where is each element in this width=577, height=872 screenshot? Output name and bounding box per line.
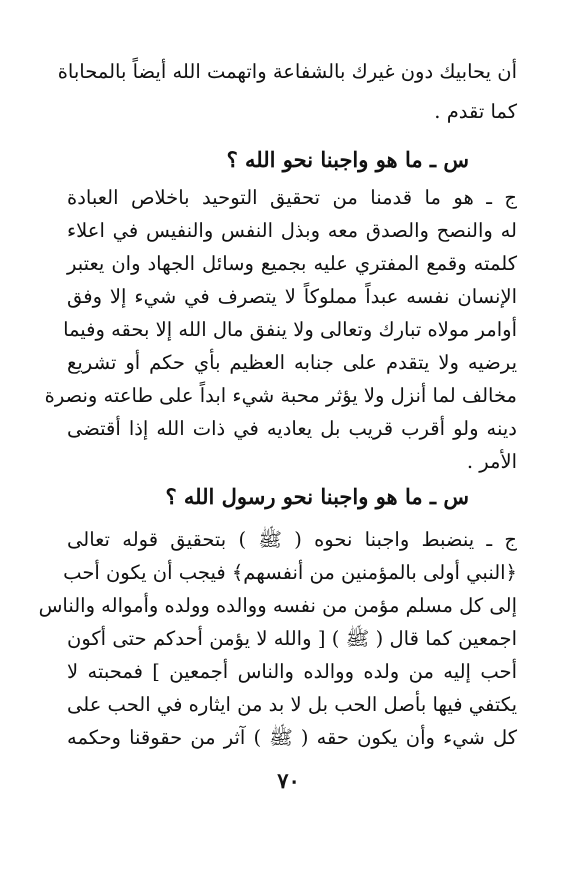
body-text-line: مخالف لما أنزل ولا يؤثر محبة شيء ابداً على طاعته ونصرة <box>44 384 517 407</box>
body-text-line: الأمر . <box>466 450 517 473</box>
body-text-line: ﴿النبي أولى بالمؤمنين من أنفسهم﴾ فيجب أن يكون أحب <box>63 561 517 584</box>
body-text-line: ج ـ ينضبط واجبنا نحوه ( ﷺ ) بتحقيق قوله تعالى <box>67 528 517 551</box>
body-text-line: كلمته وقمع المفتري عليه بجميع وسائل الجهاد وان يعتبر <box>67 252 517 275</box>
body-text-line: دينه ولو أقرب قريب بل يعاديه في ذات الله إذا أقتضى <box>67 417 517 440</box>
section-heading-messenger: س ـ ما هو واجبنا نحو رسول الله ؟ <box>165 484 469 509</box>
body-text-line: يكتفي فيها بأصل الحب بل لا بد من ايثاره في الحب على <box>67 693 517 716</box>
body-text-line: له والنصح والصدق معه وبذل النفس والنفيس في اعلاء <box>67 219 517 242</box>
body-text-line: كما تقدم . <box>434 100 517 123</box>
page-number: ٧٠ <box>277 768 300 793</box>
body-text-line: يرضيه ولا يتقدم على جنابه العظيم بأي حكم أو تشريع <box>67 351 517 374</box>
body-text-line: كل شيء وأن يكون حقه ( ﷺ ) آثر من حقوقنا وحكمه <box>67 726 517 749</box>
body-text-line: إلى كل مسلم مؤمن من نفسه ووالده وولده وأمواله والناس <box>38 594 517 617</box>
body-text-line: اجمعين كما قال ( ﷺ ) [ والله لا يؤمن أحدكم حتى أكون <box>67 627 517 650</box>
body-text-line: أوامر مولاه تبارك وتعالى ولا ينفق مال الله إلا بحقه وفيما <box>63 318 517 341</box>
body-text-line: الإنسان نفسه عبداً مملوكاً لا يتصرف في شيء إلا وفق <box>67 285 517 308</box>
body-text-line: ج ـ هو ما قدمنا من تحقيق التوحيد باخلاص العبادة <box>67 186 517 209</box>
body-text-line: أن يحابيك دون غيرك بالشفاعة واتهمت الله أيضاً بالمحاباة <box>57 60 517 83</box>
body-text-line: أحب إليه من ولده ووالده والناس أجمعين ] فمحبته لا <box>67 660 517 683</box>
section-heading-god: س ـ ما هو واجبنا نحو الله ؟ <box>226 147 469 172</box>
